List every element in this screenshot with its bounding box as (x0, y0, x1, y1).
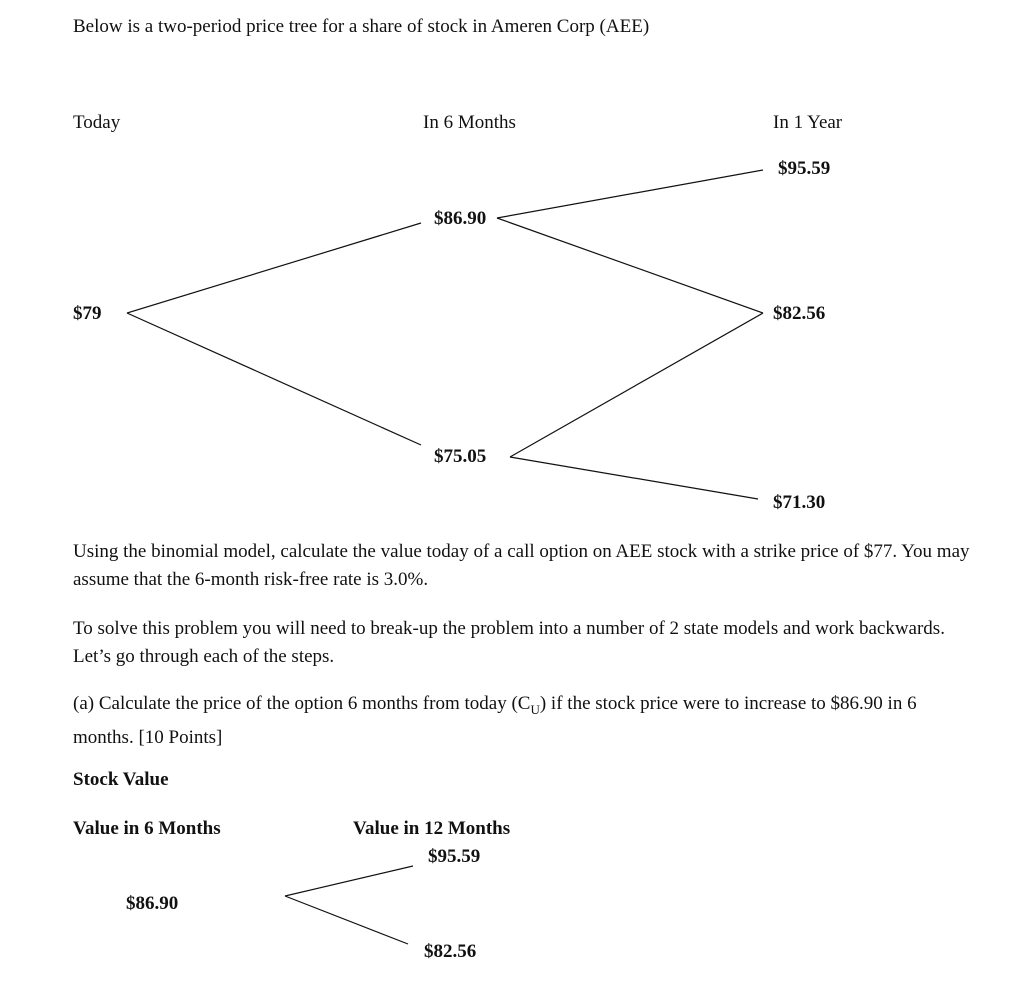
node-ud-price: $82.56 (773, 303, 826, 324)
small-node-down-price: $82.56 (424, 941, 477, 962)
header-today: Today (73, 112, 121, 133)
part-a-text-after: ) if the stock price were to increase to $86.90 in 6 months. [10 Points] (73, 693, 917, 748)
branch-up-uu (497, 170, 763, 218)
node-dd-price: $71.30 (773, 492, 826, 513)
question-paragraph: Using the binomial model, calculate the value today of a call option on AEE stock with a strike price of $77. You may assume that the 6-month risk-free rate is 3.0%. (73, 541, 970, 590)
header-six-months: In 6 Months (423, 112, 516, 133)
header-value-6-months: Value in 6 Months (73, 818, 221, 839)
small-node-start-price: $86.90 (126, 893, 179, 914)
instructions-paragraph: To solve this problem you will need to break-up the problem into a number of 2 state models and work backwards. Let’s go through each of the steps. (73, 618, 945, 667)
part-a-paragraph (73, 690, 973, 752)
branch-small-up (285, 866, 413, 896)
branch-up-ud (497, 218, 763, 313)
node-down-price: $75.05 (434, 446, 487, 467)
intro-text: Below is a two-period price tree for a share of stock in Ameren Corp (AEE) (73, 16, 650, 37)
header-value-12-months: Value in 12 Months (353, 818, 511, 839)
part-a-text-before: (a) Calculate the price of the option 6 months from today (C (73, 693, 531, 714)
header-one-year: In 1 Year (773, 112, 843, 133)
branch-small-down (285, 896, 408, 944)
branch-today-down (127, 313, 421, 445)
stock-value-title: Stock Value (73, 769, 169, 790)
branch-down-ud (510, 313, 763, 457)
small-node-up-price: $95.59 (428, 846, 481, 867)
node-up-price: $86.90 (434, 208, 487, 229)
part-a-subscript: U (530, 701, 540, 717)
node-today-price: $79 (73, 303, 102, 324)
branch-down-dd (510, 457, 758, 499)
node-uu-price: $95.59 (778, 158, 831, 179)
branch-today-up (127, 223, 421, 313)
